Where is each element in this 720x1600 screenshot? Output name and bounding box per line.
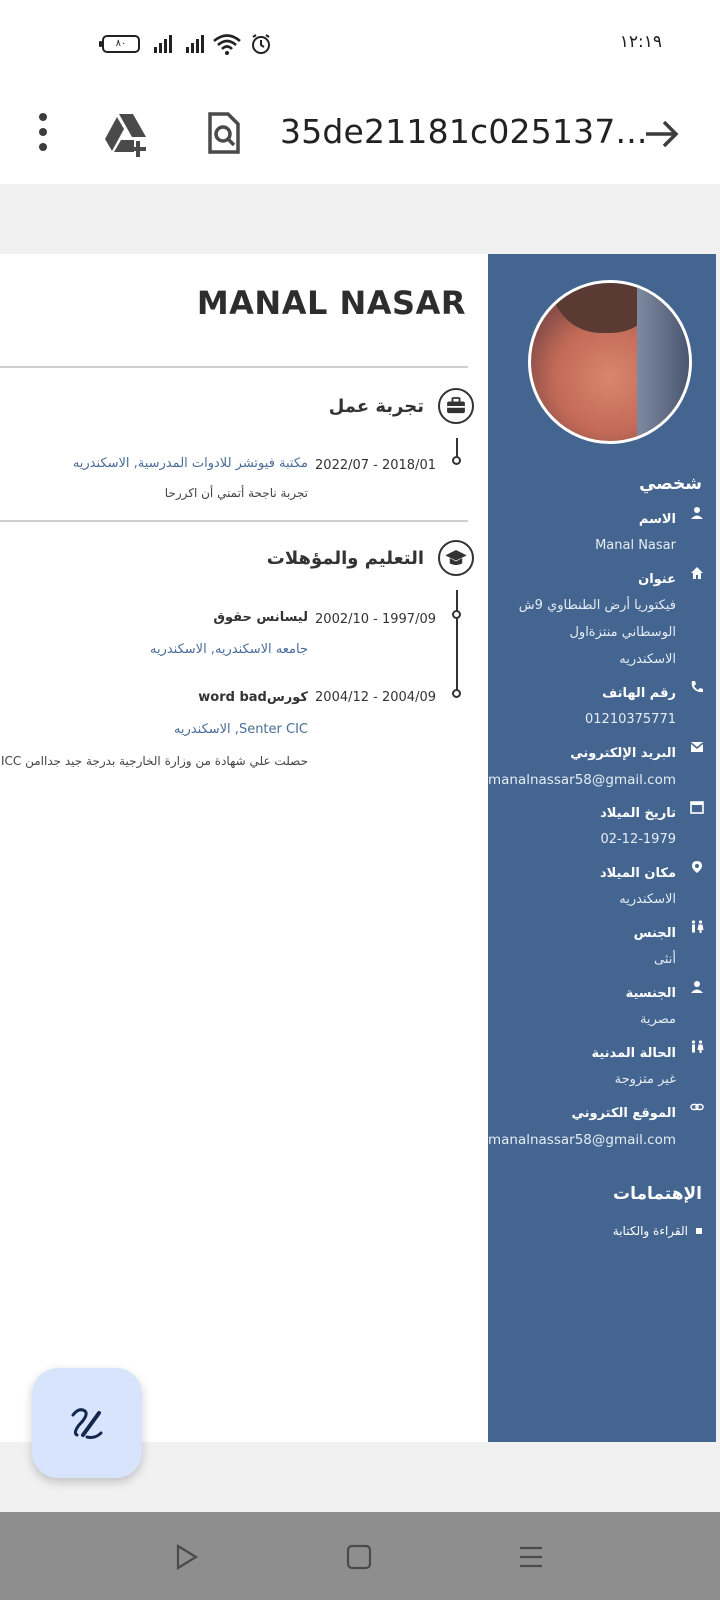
interest-label: القراءة والكتابة [612,1224,688,1238]
status-icons [102,32,272,56]
marital-label: الحالة المدنية [591,1046,676,1061]
phone-value: 01210375771 [585,712,676,727]
signal-icon-2 [186,35,204,53]
divider [0,520,468,522]
education-title: ليسانس حقوق [213,610,308,625]
more-vert-icon[interactable] [28,108,58,156]
experience-description: تجربة ناجحة أتمني أن اكررحا [164,486,308,500]
experience-place: مكتبة فيوتشر للادوات المدرسية, الاسكندريه [72,456,308,471]
battery-level: ٨٠ [115,38,127,49]
dob-label: تاريخ الميلاد [600,806,676,821]
phone-icon [690,680,704,694]
status-bar [0,0,720,86]
home-square-icon[interactable] [344,1542,374,1572]
timeline-line [456,590,458,694]
education-place: جامعه الاسكندريه, الاسكندريه [149,642,308,657]
experience-date: 2022/07 - 2018/01 [315,458,436,473]
alarm-icon [250,33,272,55]
person-icon [690,506,704,520]
wc-icon [690,1040,704,1054]
timeline-line [456,438,458,458]
personal-heading: شخصي [639,474,702,494]
find-in-document-icon[interactable] [204,108,244,158]
education-title: كورسword bad [198,690,308,705]
address-label: عنوان [638,572,676,587]
interest-item [613,1224,702,1238]
edit-fab-icon [67,1403,107,1443]
gender-label: الجنس [633,926,676,941]
briefcase-icon [438,388,474,424]
home-icon [690,566,704,580]
cv-name: MANAL NASAR [196,284,466,322]
status-time: ١٢:١٩ [619,32,662,52]
section-title-education: التعليم والمؤهلات [266,548,424,569]
section-title-experience: تجربة عمل [328,396,424,417]
calendar-icon [690,800,704,814]
address-line3: الاسكندريه [619,652,676,667]
nationality-label: الجنسية [625,986,676,1001]
timeline-dot [452,610,461,619]
person-icon [690,980,704,994]
name-label: الاسم [638,512,676,527]
signal-icon-1 [154,35,172,53]
marital-value: غير متزوجة [614,1072,676,1087]
website-value[interactable]: manalnassar58@gmail.com [487,1132,676,1148]
profile-photo [528,280,692,444]
education-date: 2002/10 - 1997/09 [315,612,436,627]
email-label: البريد الإلكتروني [570,746,676,761]
wifi-icon [212,32,242,56]
pob-label: مكان الميلاد [599,866,676,881]
education-date: 2004/12 - 2004/09 [315,690,436,705]
email-value: manalnassar58@gmail.com [487,772,676,788]
back-triangle-icon[interactable] [172,1542,202,1572]
timeline-dot [452,456,461,465]
email-icon [690,740,704,754]
link-icon [690,1100,704,1114]
website-label: الموقع الكتروني [571,1106,676,1121]
edit-fab-button[interactable] [32,1368,142,1478]
gender-value: أنثى [654,952,676,967]
arrow-forward-icon[interactable] [640,112,684,156]
interests-heading: الإهتمامات [613,1184,702,1204]
cv-sidebar [488,254,716,1442]
add-to-drive-icon[interactable] [102,108,152,158]
dob-value: 02-12-1979 [600,832,676,847]
nationality-value: مصرية [640,1012,676,1027]
system-nav-bar [0,1512,720,1600]
phone-label: رقم الهاتف [602,686,676,701]
education-description: حصلت علي شهادة من وزارة الخارجية بدرجة جيد جداامن ICC [0,754,308,768]
education-place: Senter CIC, الاسكندريه [173,722,308,737]
location-pin-icon [690,860,704,874]
divider [0,366,468,368]
viewer-toolbar [0,86,720,184]
address-line2: الوسطاني منتزةاول [569,625,676,640]
recents-menu-icon[interactable] [516,1542,546,1572]
pob-value: الاسكندريه [619,892,676,907]
address-line1: فيكتوريا أرض الطنطاوي 9ش [518,598,676,613]
graduation-cap-icon [438,540,474,576]
battery-icon [102,35,140,53]
wc-icon [690,920,704,934]
timeline-dot [452,689,461,698]
name-value: Manal Nasar [595,538,676,553]
file-title: 35de21181c025137... [280,112,648,151]
